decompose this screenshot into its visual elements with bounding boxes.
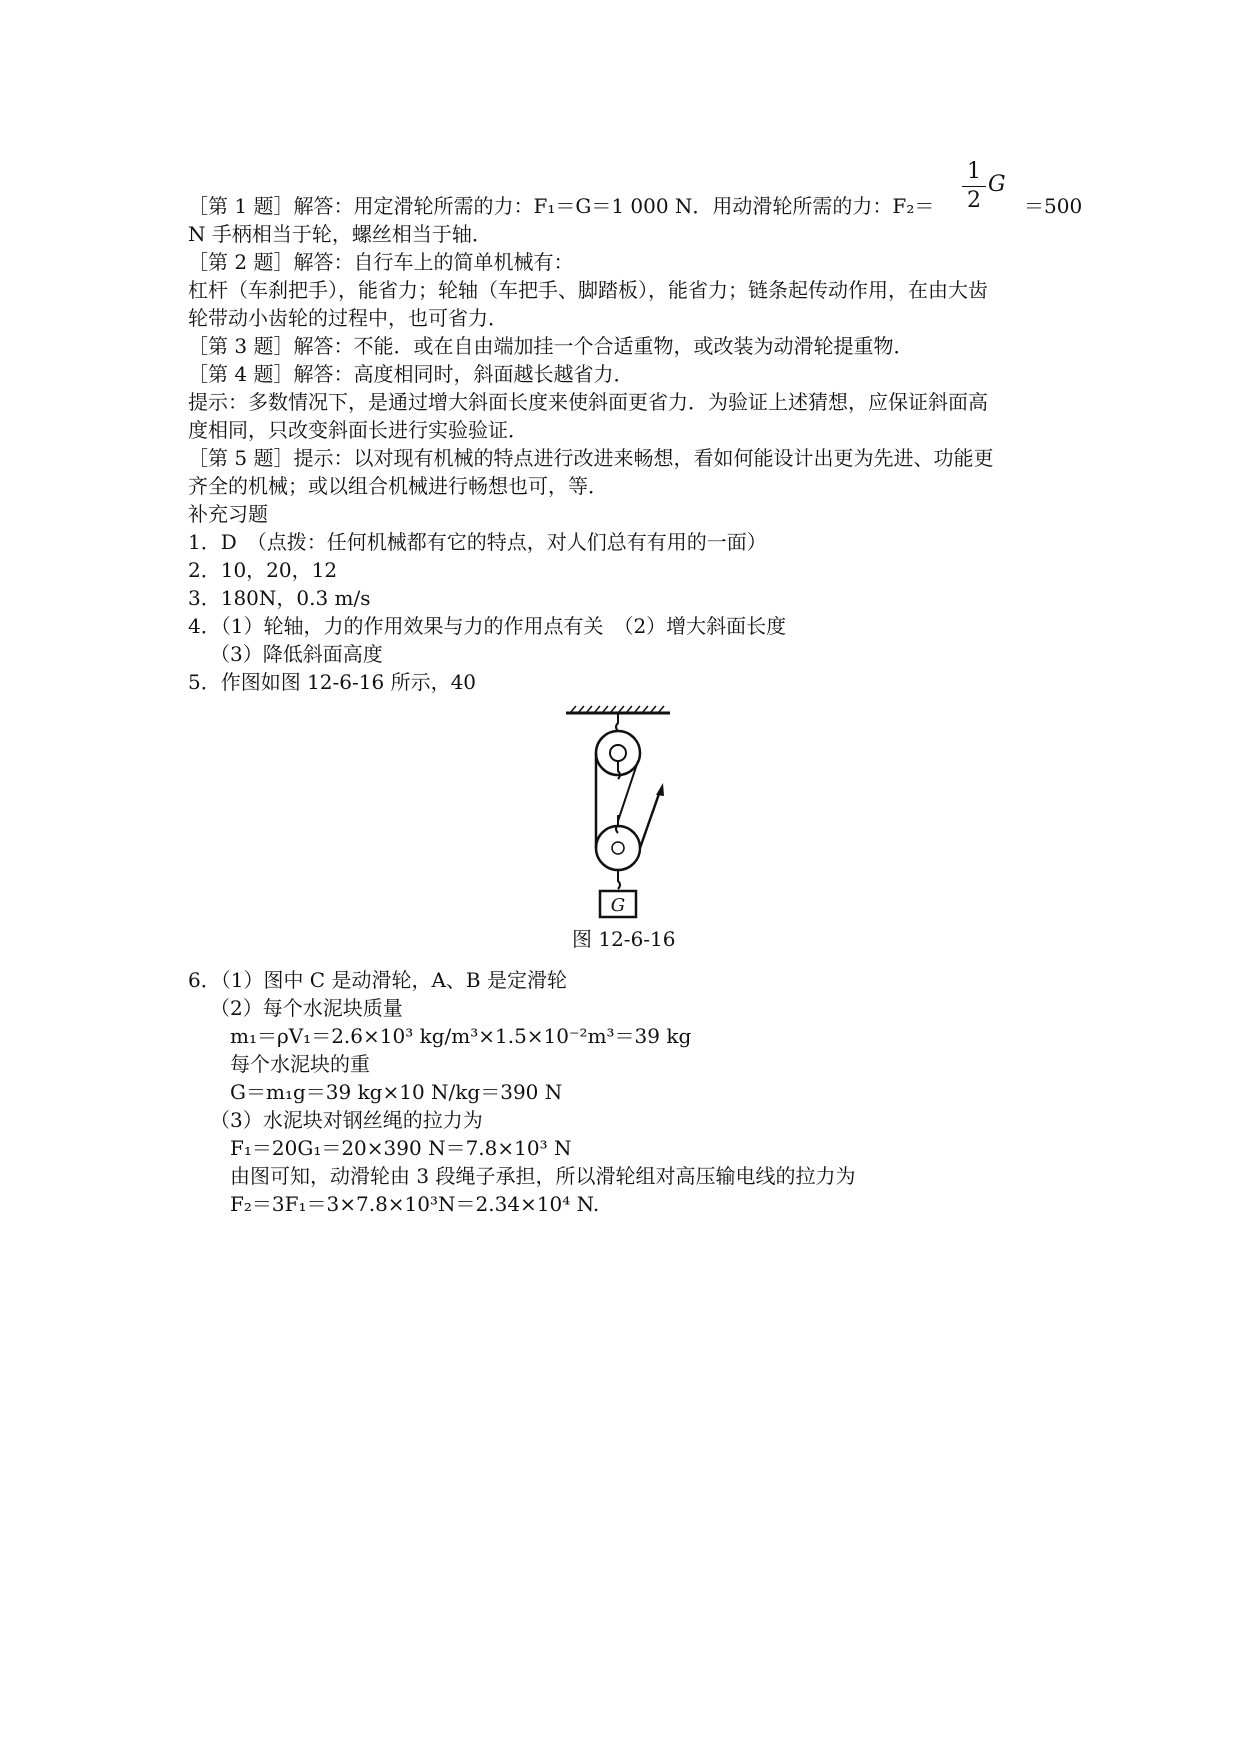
supp-item-4-line2: （3）降低斜面高度 <box>210 642 383 666</box>
s6-line7: F₁＝20G₁＝20×390 N＝7.8×10³ N <box>230 1136 572 1160</box>
weight-hook <box>618 870 620 889</box>
q1-fraction-denominator: 2 <box>967 188 981 213</box>
pulley-diagram <box>560 703 680 933</box>
q5-line2: 齐全的机械；或以组合机械进行畅想也可，等． <box>188 474 608 498</box>
fixed-pulley-hook <box>616 713 618 731</box>
s6-line9: F₂＝3F₁＝3×7.8×10³N＝2.34×10⁴ N. <box>230 1192 600 1216</box>
q1-fraction <box>962 160 986 213</box>
q1-fraction-variable: G <box>988 172 1006 197</box>
weight-label: G <box>610 895 626 916</box>
q1-line1 <box>188 192 934 220</box>
q3-line: ［第 3 题］解答：不能．或在自由端加挂一个合适重物，或改装为动滑轮提重物． <box>188 334 914 358</box>
supp-item-3: 3．180N，0.3 m/s <box>188 586 371 610</box>
q1-fraction-bar <box>962 186 986 187</box>
rope-middle <box>618 761 638 821</box>
s6-line8: 由图可知，动滑轮由 3 段绳子承担，所以滑轮组对高压输电线的拉力为 <box>230 1164 856 1188</box>
rope-free-end <box>640 791 660 848</box>
q2-line3: 轮带动小齿轮的过程中，也可省力． <box>188 306 508 330</box>
s6-line4: 每个水泥块的重 <box>230 1052 370 1076</box>
s6-line2: （2）每个水泥块质量 <box>210 996 403 1020</box>
q2-line1: ［第 2 题］解答：自行车上的简单机械有： <box>188 250 574 274</box>
figure-caption: 图 12-6-16 <box>572 927 676 951</box>
s6-line1: 6．（1）图中 C 是动滑轮，A、B 是定滑轮 <box>188 968 567 992</box>
hint-line1: 提示：多数情况下，是通过增大斜面长度来使斜面更省力．为验证上述猜想，应保证斜面高 <box>188 390 988 414</box>
q5-line1: ［第 5 题］提示：以对现有机械的特点进行改进来畅想，看如何能设计出更为先进、功能更 <box>188 446 994 470</box>
force-arrow-icon <box>656 783 664 796</box>
q1-prefix: ［第 1 题］解答：用定滑轮所需的力： <box>188 194 534 218</box>
q1-fraction-numerator: 1 <box>967 159 981 184</box>
fixed-pulley-lower-hook <box>618 761 620 779</box>
supp-item-5: 5．作图如图 12-6-16 所示，40 <box>188 670 477 694</box>
q2-line2: 杠杆（车刹把手），能省力；轮轴（车把手、脚踏板），能省力；链条起传动作用，在由大齿 <box>188 278 988 302</box>
supplementary-title: 补充习题 <box>188 502 268 526</box>
q1-tail: ＝500 <box>1024 194 1083 218</box>
movable-pulley-hook <box>616 815 618 833</box>
s6-line3: m₁＝ρV₁＝2.6×10³ kg/m³×1.5×10⁻²m³＝39 kg <box>230 1024 692 1048</box>
q1-line2: N 手柄相当于轮，螺丝相当于轴． <box>188 222 492 246</box>
supp-item-4-line1: 4．（1）轮轴，力的作用效果与力的作用点有关 （2）增大斜面长度 <box>188 614 787 638</box>
q1-formula: F₁＝G＝1 000 N．用动滑轮所需的力：F₂＝ <box>533 194 935 218</box>
ceiling-support <box>566 706 670 713</box>
hint-line2: 度相同，只改变斜面长进行实验验证． <box>188 418 528 442</box>
fixed-pulley-axle <box>610 745 626 761</box>
s6-line6: （3）水泥块对钢丝绳的拉力为 <box>210 1108 483 1132</box>
movable-pulley-axle <box>612 842 624 854</box>
supp-item-1: 1．D （点拨：任何机械都有它的特点，对人们总有有用的一面） <box>188 530 767 554</box>
s6-line5: G＝m₁g＝39 kg×10 N/kg＝390 N <box>230 1080 563 1104</box>
supp-item-2: 2．10，20，12 <box>188 558 338 582</box>
q4-line: ［第 4 题］解答：高度相同时，斜面越长越省力． <box>188 362 634 386</box>
